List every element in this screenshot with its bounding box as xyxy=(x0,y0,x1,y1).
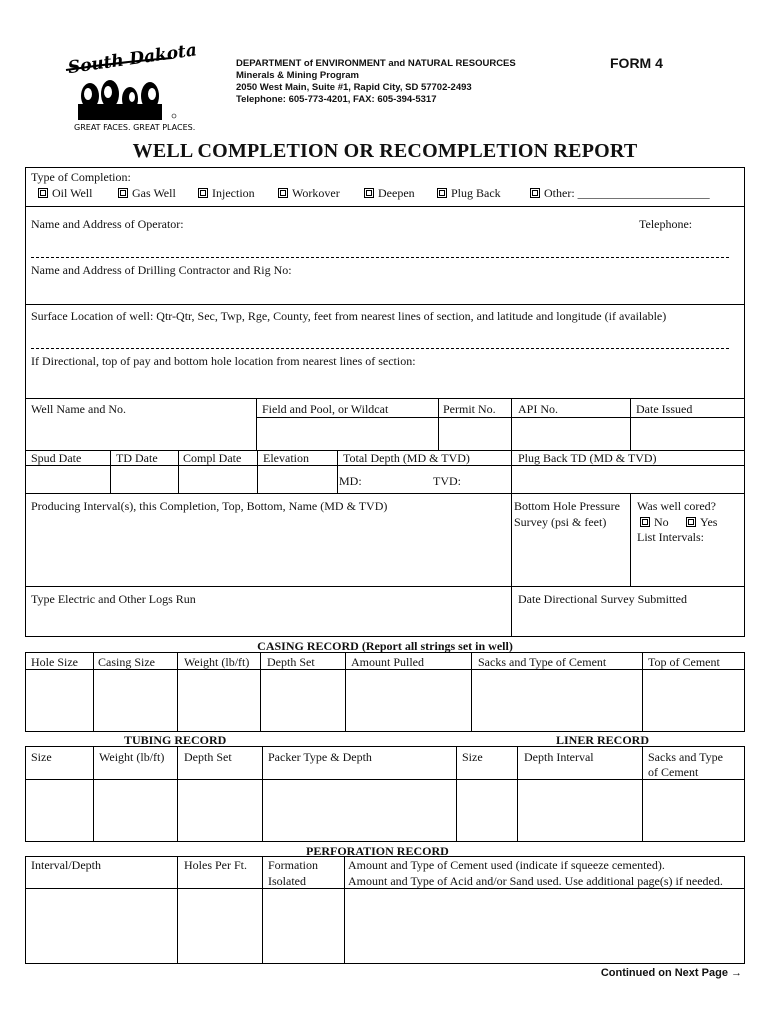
logs-run-label: Type Electric and Other Logs Run xyxy=(31,592,196,606)
checkbox-icon xyxy=(530,188,540,198)
list-intervals-label: List Intervals: xyxy=(637,530,704,544)
bhp-label-line1: Bottom Hole Pressure xyxy=(514,499,620,513)
svg-text:South Dakota: South Dakota xyxy=(66,40,199,79)
contractor-label: Name and Address of Drilling Contractor and Rig No: xyxy=(31,263,292,277)
tubing-col-weight: Weight (lb/ft) xyxy=(99,750,165,764)
perf-col-formation-line2: Isolated xyxy=(268,874,306,888)
perforation-record-title: PERFORATION RECORD xyxy=(306,844,449,858)
casing-col-sacks: Sacks and Type of Cement xyxy=(478,655,607,669)
surface-location-input[interactable] xyxy=(31,348,729,349)
date-issued-label: Date Issued xyxy=(636,402,693,416)
casing-col-depth-set: Depth Set xyxy=(267,655,315,669)
continued-next-page: Continued on Next Page → xyxy=(600,967,742,979)
svg-text:GREAT FACES. GREAT PLACES.: GREAT FACES. GREAT PLACES. xyxy=(74,123,196,132)
liner-record-title: LINER RECORD xyxy=(556,733,650,747)
checkbox-icon xyxy=(38,188,48,198)
td-date-label: TD Date xyxy=(116,451,158,465)
perf-col-formation-line1: Formation xyxy=(268,858,318,872)
checkbox-icon xyxy=(437,188,447,198)
checkbox-cored-yes[interactable]: Yes xyxy=(686,515,717,529)
south-dakota-logo xyxy=(60,40,199,134)
checkbox-icon xyxy=(640,517,650,527)
casing-col-hole-size: Hole Size xyxy=(31,655,78,669)
department-name: DEPARTMENT of ENVIRONMENT and NATURAL RESOURCES xyxy=(236,58,516,69)
checkbox-icon xyxy=(278,188,288,198)
compl-date-label: Compl Date xyxy=(183,451,242,465)
perf-col-amount-line1: Amount and Type of Cement used (indicate if squeeze cemented). xyxy=(348,858,665,872)
permit-label: Permit No. xyxy=(443,402,496,416)
checkbox-icon xyxy=(198,188,208,198)
casing-record-title: CASING RECORD (Report all strings set in well) xyxy=(257,639,513,653)
directional-label: If Directional, top of pay and bottom hole location from nearest lines of section: xyxy=(31,354,416,368)
tubing-record-title: TUBING RECORD xyxy=(124,733,227,747)
perforation-table xyxy=(25,856,745,964)
liner-col-size: Size xyxy=(462,750,483,764)
telephone-label: Telephone: xyxy=(639,217,693,231)
md-label: MD: xyxy=(339,474,362,488)
tvd-label: TVD: xyxy=(433,474,461,488)
checkbox-deepen[interactable]: Deepen xyxy=(364,186,415,200)
checkbox-other[interactable]: Other: ______________________ xyxy=(530,186,710,200)
producing-interval-label: Producing Interval(s), this Completion, Top, Bottom, Name (MD & TVD) xyxy=(31,499,388,513)
agency-address: 2050 West Main, Suite #1, Rapid City, SD 57702-2493 xyxy=(236,82,472,93)
plug-back-td-label: Plug Back TD (MD & TVD) xyxy=(518,451,657,465)
checkbox-injection[interactable]: Injection xyxy=(198,186,255,200)
agency-header xyxy=(236,58,516,106)
casing-col-weight: Weight (lb/ft) xyxy=(184,655,250,669)
liner-col-depth-interval: Depth Interval xyxy=(524,750,594,764)
agency-phone: Telephone: 605-773-4201, FAX: 605-394-5317 xyxy=(236,94,437,105)
checkbox-workover[interactable]: Workover xyxy=(278,186,340,200)
checkbox-cored-no[interactable]: No xyxy=(640,515,669,529)
checkbox-plug-back[interactable]: Plug Back xyxy=(437,186,501,200)
operator-label: Name and Address of Operator: xyxy=(31,217,184,231)
spud-date-label: Spud Date xyxy=(31,451,82,465)
field-label: Field and Pool, or Wildcat xyxy=(262,402,389,416)
perf-col-interval: Interval/Depth xyxy=(31,858,101,872)
casing-col-top-cement: Top of Cement xyxy=(648,655,720,669)
program-name: Minerals & Mining Program xyxy=(236,70,359,81)
checkbox-gas-well[interactable]: Gas Well xyxy=(118,186,176,200)
liner-col-sacks-line2: of Cement xyxy=(648,765,699,779)
perf-col-holes: Holes Per Ft. xyxy=(184,858,247,872)
operator-input[interactable] xyxy=(31,257,729,258)
well-name-label: Well Name and No. xyxy=(31,402,127,416)
cored-label: Was well cored? xyxy=(637,499,716,513)
tubing-col-packer: Packer Type & Depth xyxy=(268,750,372,764)
tubing-col-depth-set: Depth Set xyxy=(184,750,232,764)
api-label: API No. xyxy=(518,402,559,416)
casing-col-casing-size: Casing Size xyxy=(98,655,155,669)
form-number: FORM 4 xyxy=(610,55,663,71)
completion-label: Type of Completion: xyxy=(31,170,131,184)
checkbox-icon xyxy=(364,188,374,198)
checkbox-icon xyxy=(118,188,128,198)
elevation-label: Elevation xyxy=(263,451,309,465)
surface-location-label: Surface Location of well: Qtr-Qtr, Sec, Twp, Rge, County, feet from nearest lines of section, and latitude and longitude (if available) xyxy=(31,309,667,323)
page-title: WELL COMPLETION OR RECOMPLETION REPORT xyxy=(132,140,638,162)
checkbox-oil-well[interactable]: Oil Well xyxy=(38,186,92,200)
casing-col-amount-pulled: Amount Pulled xyxy=(351,655,425,669)
directional-survey-label: Date Directional Survey Submitted xyxy=(518,592,687,606)
tubing-col-size: Size xyxy=(31,750,52,764)
perf-col-amount-line2: Amount and Type of Acid and/or Sand used. Use additional page(s) if needed. xyxy=(348,874,723,888)
bhp-label-line2: Survey (psi & feet) xyxy=(514,515,607,529)
checkbox-icon xyxy=(686,517,696,527)
liner-col-sacks-line1: Sacks and Type xyxy=(648,750,723,764)
total-depth-label: Total Depth (MD & TVD) xyxy=(343,451,470,465)
